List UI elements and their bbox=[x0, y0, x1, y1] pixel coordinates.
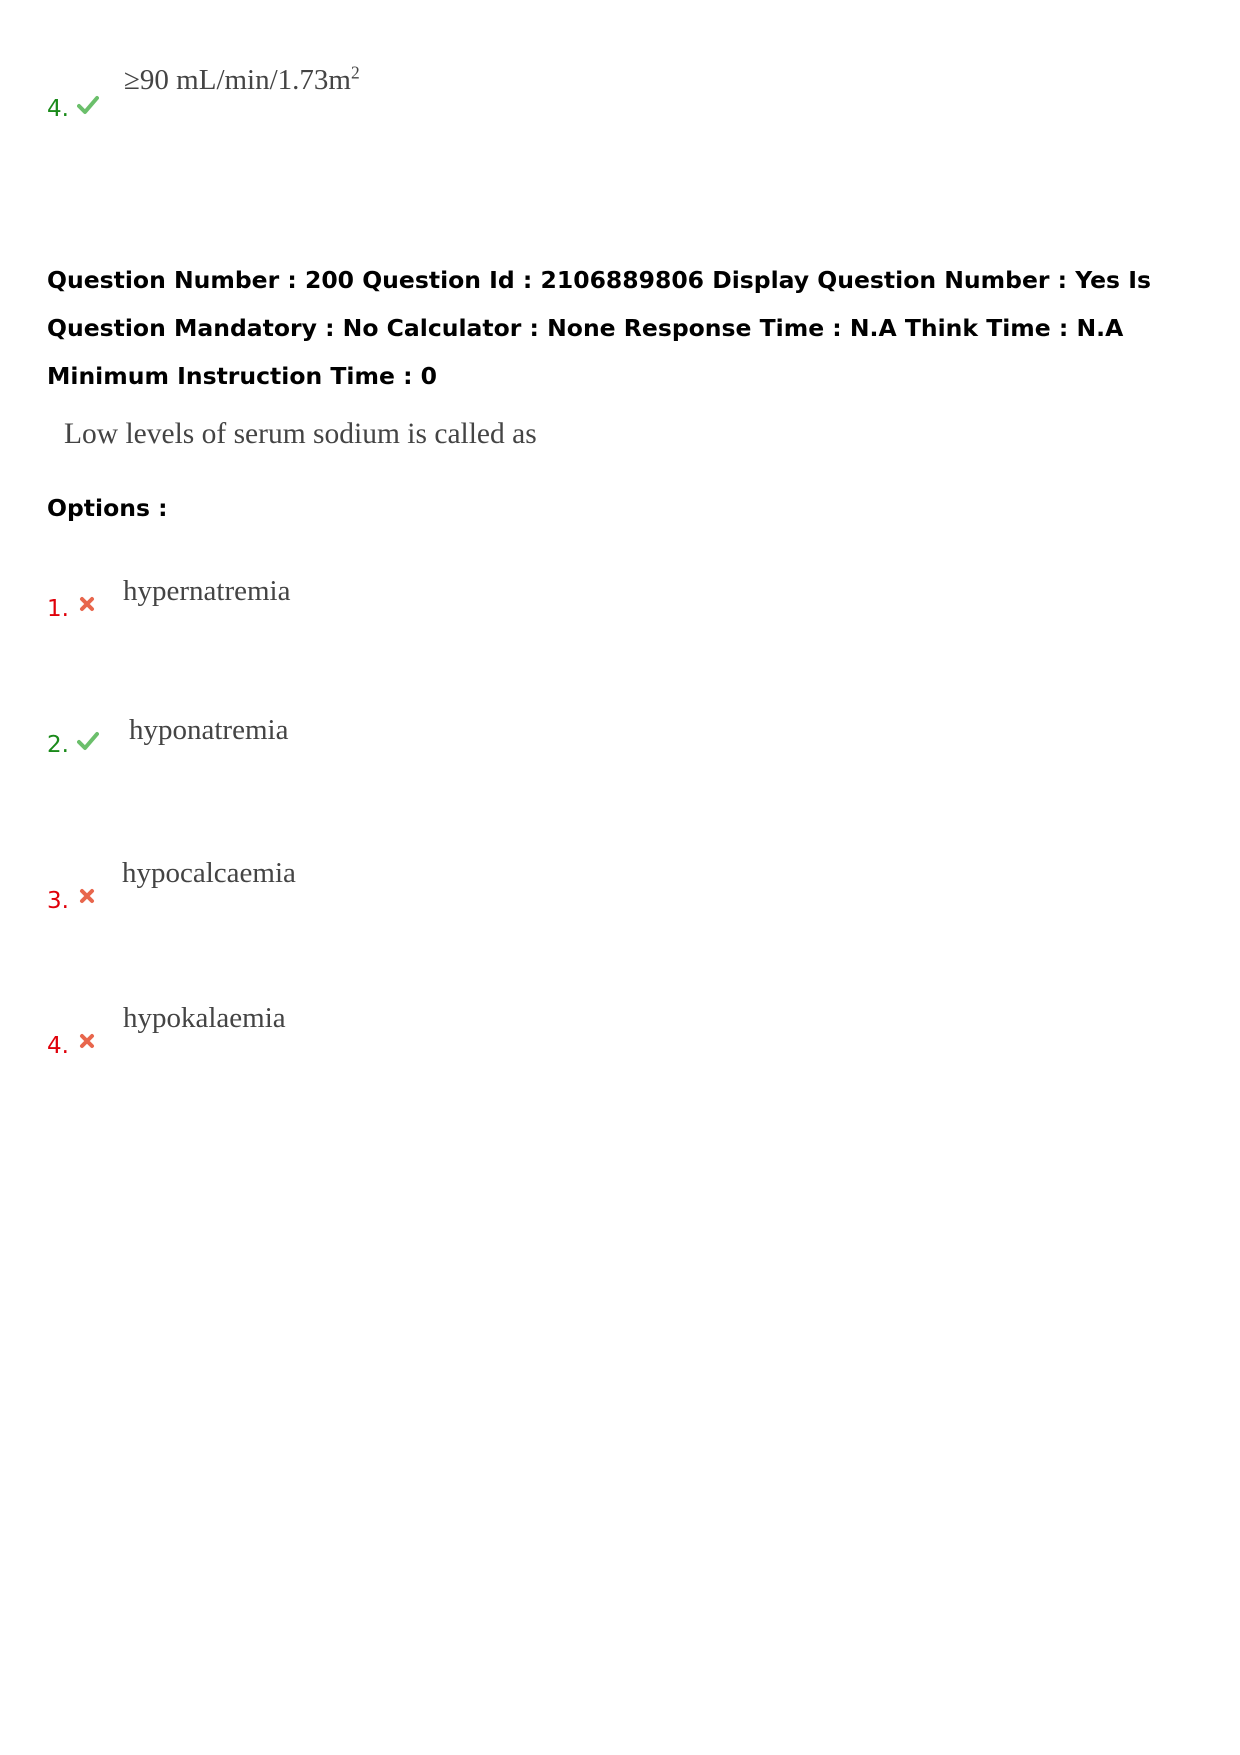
option-1-text: hypernatremia bbox=[123, 575, 291, 607]
question-meta: Question Number : 200 Question Id : 2106889806 Display Question Number : Yes Is Question Mandatory : No Calculator : None Response Time : N.A Think Time : N.A Minimum Instruction Time : 0 bbox=[47, 266, 1151, 390]
cross-icon bbox=[77, 886, 99, 908]
question-text: Low levels of serum sodium is called as bbox=[64, 418, 537, 450]
option-1 bbox=[47, 598, 99, 621]
option-text-main: ≥90 mL/min/1.73m bbox=[124, 64, 351, 96]
option-number: 4. bbox=[47, 96, 69, 122]
option-number: 4. bbox=[47, 1033, 69, 1059]
options-label: Options : bbox=[47, 494, 168, 522]
option-2-text: hyponatremia bbox=[129, 714, 289, 746]
option-text-sup: 2 bbox=[350, 62, 360, 83]
check-icon bbox=[77, 94, 99, 116]
option-4 bbox=[47, 1035, 99, 1058]
prev-option-4 bbox=[47, 98, 99, 121]
option-3-text: hypocalcaemia bbox=[122, 857, 296, 889]
option-4-text: hypokalaemia bbox=[123, 1002, 286, 1034]
check-icon bbox=[77, 730, 99, 752]
option-number: 2. bbox=[47, 732, 69, 758]
prev-option-4-text bbox=[124, 62, 360, 96]
option-3 bbox=[47, 890, 99, 913]
option-number: 1. bbox=[47, 596, 69, 622]
option-number: 3. bbox=[47, 888, 69, 914]
cross-icon bbox=[77, 1031, 99, 1053]
option-2 bbox=[47, 734, 99, 757]
cross-icon bbox=[77, 594, 99, 616]
